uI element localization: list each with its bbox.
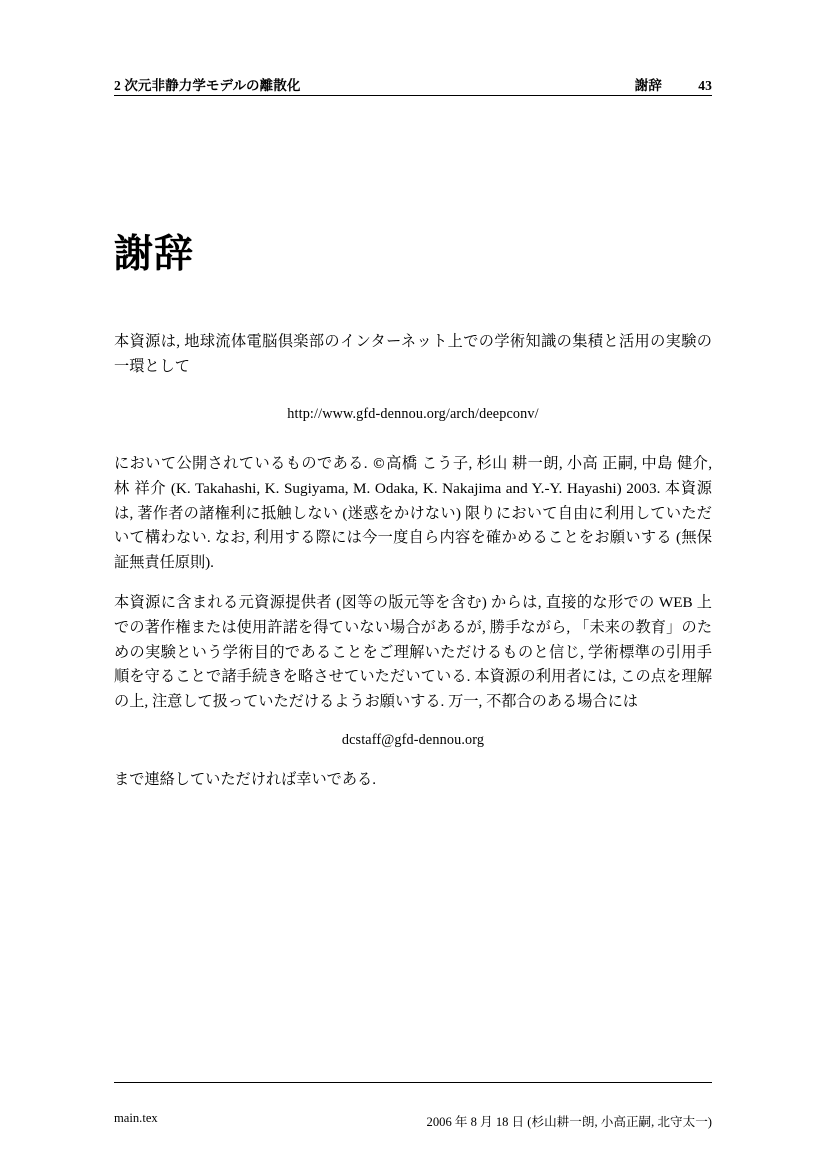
project-url: http://www.gfd-dennou.org/arch/deepconv/ <box>287 406 539 423</box>
page-number: 43 <box>698 78 712 93</box>
copyright-text-after: 高橋 こう子, 杉山 耕一朗, 小高 正嗣, 中島 健介, 林 祥介 (K. Takahashi, K. Sugiyama, M. Odaka, K. Nakajima and Y.-Y. Hayashi) 2003. 本資源は, 著作者の諸権利に抵触しない (迷惑をかけない) 限りにおいて自由に利用していただいて構わない. なお, 利用する際には今一度自ら内容を確かめることをお願いする (無保証無責任原則). <box>114 455 713 571</box>
paragraph-permissions: 本資源に含まれる元資源提供者 (図等の版元等を含む) からは, 直接的な形での WEB 上での著作権または使用許諾を得ていない場合があるが, 勝手ながら, 「未来の教育」のための実験という学術目的であることをご理解いただけるものと信じ, 学術標準の引用手順を守ることで諸手続きを略させていただいている. 本資源の利用者には, この点を理解の上, 注意して扱っていただけるようお願いする. 万一, 不都合のある場合には <box>114 594 712 710</box>
running-header-section: 謝辞 <box>634 78 662 93</box>
footer-source-file: main.tex <box>114 1111 158 1125</box>
contact-email: dcstaff@gfd-dennou.org <box>341 731 485 748</box>
footer-rule <box>114 1082 712 1083</box>
paragraph-closing: まで連絡していただければ幸いである. <box>114 770 376 788</box>
copyright-text-before: において公開されているものである. <box>114 455 372 473</box>
running-header-chapter: 2 次元非静力学モデルの離散化 <box>114 78 301 93</box>
page-title: 謝辞 <box>114 233 195 277</box>
paragraph-intro: 本資源は, 地球流体電脳倶楽部のインターネット上での学術知識の集積と活用の実験の一環として <box>114 333 712 375</box>
running-header-right <box>635 74 712 94</box>
footer-date-authors: 2006 年 8 月 18 日 (杉山耕一朗, 小高正嗣, 北守太一) <box>426 1115 712 1129</box>
copyright-icon: © <box>371 456 386 473</box>
header-rule <box>114 95 712 96</box>
page-content <box>114 0 712 1169</box>
paragraph-copyright <box>114 452 712 575</box>
body-text <box>114 330 712 808</box>
